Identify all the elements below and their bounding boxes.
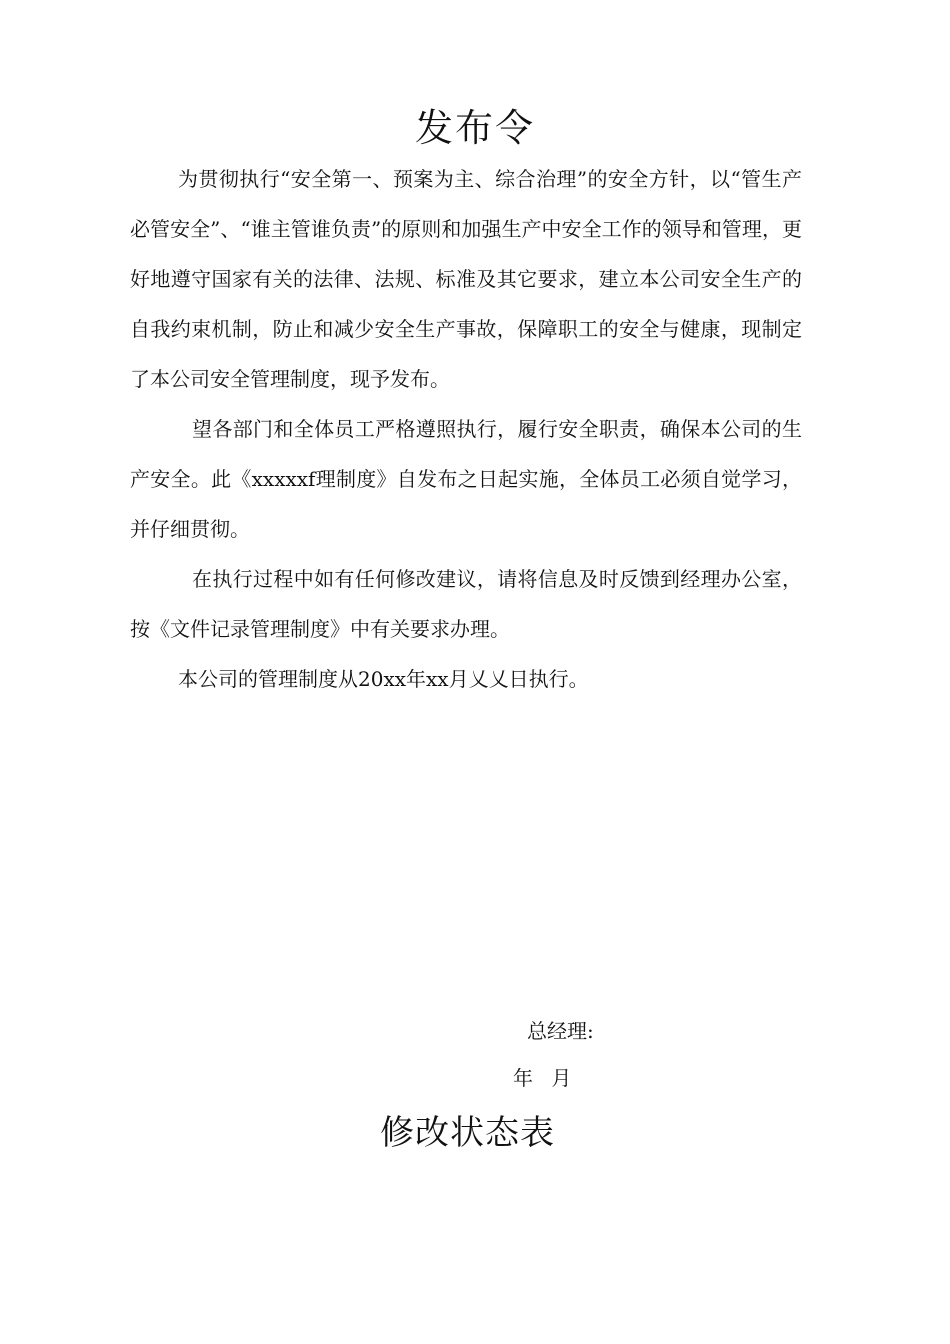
document-title: 发布令 xyxy=(414,106,535,150)
paragraph-effective-date: 本公司的管理制度从20xx年xx月乂乂日执行。 xyxy=(178,667,589,691)
signature-date-label: 年 月 xyxy=(513,1066,578,1090)
signature-manager-label: 总经理: xyxy=(527,1019,594,1043)
revision-table-title: 修改状态表 xyxy=(380,1113,555,1153)
paragraph-feedback: 在执行过程中如有任何修改建议，请将信息及时反馈到经理办公室，按《文件记录管理制度》中有关要求办理。 xyxy=(130,567,802,641)
paragraph-compliance: 望各部门和全体员工严格遵照执行，履行安全职责，确保本公司的生产安全。此《xxxxxf理制度》自发布之日起实施，全体员工必须自觉学习，并仔细贯彻。 xyxy=(130,417,802,541)
paragraph-policy: 为贯彻执行“安全第一、预案为主、综合治理”的安全方针，以“管生产必管安全”、“谁主管谁负责”的原则和加强生产中安全工作的领导和管理，更好地遵守国家有关的法律、法规、标准及其它要求，建立本公司安全生产的自我约束机制，防止和减少安全生产事故，保障职工的安全与健康，现制定了本公司安全管理制度，现予发布。 xyxy=(130,167,802,391)
